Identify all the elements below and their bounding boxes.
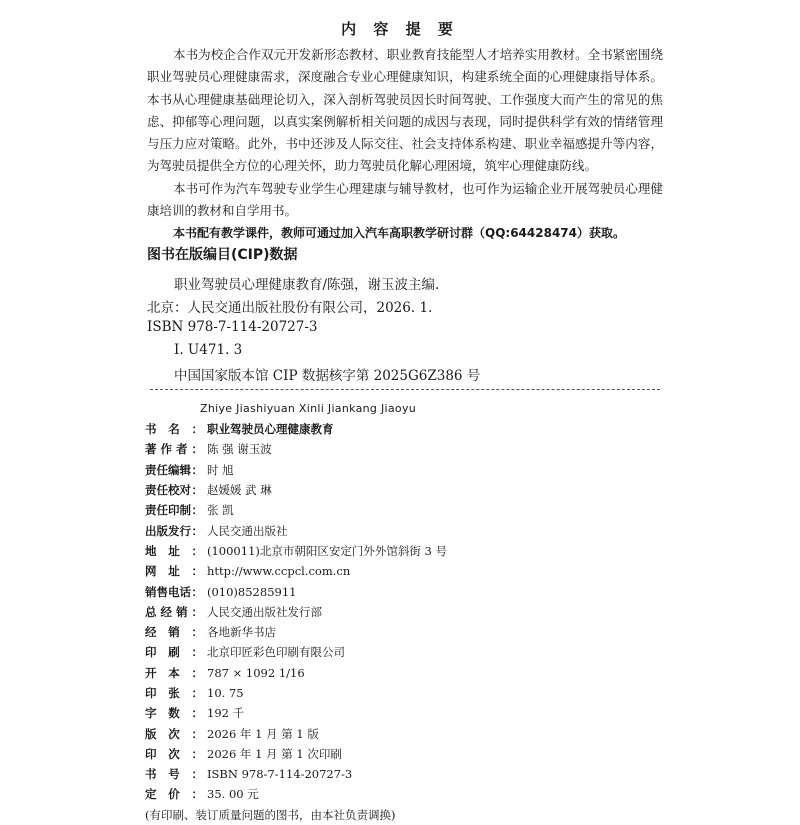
- imprint-label-char: 数: [168, 706, 180, 721]
- imprint-label-char: 址: [168, 564, 180, 579]
- imprint-label: [145, 421, 203, 437]
- imprint-table: [145, 419, 665, 825]
- imprint-label-char: 经: [160, 604, 172, 619]
- summary-paragraph: 本书为校企合作双元开发新形态教材、职业教育技能型人才培养实用教材。全书紧密围绕职业驾驶员心理健康需求，深度融合专业心理健康知识，构建系统全面的心理健康指导体系。本书从心理健康基础理论切入，深入剖析驾驶员因长时间驾驶、工作强度大而产生的常见的焦虑、抑郁等心理问题，以真实案例解析相关问题的成因与表现，同时提供科学有效的情绪管理与压力应对策略。此外，书中还涉及人际交往、社会支持体系构建、职业幸福感提升等内容，为驾驶员提供全方位的心理关怀，助力驾驶员化解心理困境，筑牢心理健康防线。: [147, 47, 663, 174]
- imprint-label: [145, 685, 203, 701]
- imprint-label-char: 本: [168, 665, 180, 680]
- imprint-row: [145, 480, 665, 500]
- imprint-value: 各地新华书店: [207, 625, 276, 640]
- colon: ：: [191, 523, 203, 538]
- imprint-value: http://www.ccpcl.com.cn: [207, 564, 351, 579]
- imprint-label: [145, 604, 203, 620]
- imprint-row: [145, 622, 665, 642]
- colon: ：: [191, 665, 203, 680]
- colon: ：: [191, 442, 203, 457]
- imprint-label-char: 作: [160, 442, 172, 457]
- imprint-label: [145, 624, 203, 640]
- imprint-label: [145, 665, 203, 681]
- summary-section: [147, 44, 663, 245]
- imprint-row: [145, 784, 665, 804]
- imprint-label: [145, 523, 203, 539]
- imprint-value: (010)85285911: [207, 584, 297, 599]
- imprint-value: 时 旭: [207, 462, 234, 477]
- cip-line: 北京：人民交通出版社股份有限公司，2026. 1.: [147, 300, 433, 316]
- footer-note: (有印刷、装订质量问题的图书，由本社负责调换): [145, 807, 396, 822]
- colon: ：: [191, 726, 203, 741]
- colon: ：: [191, 422, 203, 437]
- imprint-value: 人民交通出版社发行部: [207, 604, 322, 619]
- colon: ：: [191, 564, 203, 579]
- imprint-row: [145, 460, 665, 480]
- imprint-row: [145, 642, 665, 662]
- imprint-label: [145, 482, 203, 498]
- imprint-row: [145, 541, 665, 561]
- imprint-value: 2026 年 1 月 第 1 版: [207, 726, 319, 741]
- imprint-value: 张 凯: [207, 503, 234, 518]
- imprint-label-char: 书: [145, 422, 157, 437]
- summary-paragraph: 本书可作为汽车驾驶专业学生心理建康与辅导教材，也可作为运输企业开展驾驶员心理健康培训的教材和自学用书。: [147, 180, 663, 219]
- cip-header: 图书在版编目(CIP)数据: [147, 247, 298, 263]
- colon: ：: [191, 645, 203, 660]
- divider: [150, 389, 660, 390]
- imprint-label-char: 著: [145, 442, 157, 457]
- imprint-label: [145, 441, 203, 457]
- imprint-row: [145, 683, 665, 703]
- imprint-label-char: 字: [145, 706, 157, 721]
- imprint-label: [145, 563, 203, 579]
- colon: ：: [191, 706, 203, 721]
- imprint-row: [145, 419, 665, 439]
- imprint-value: 赵媛媛 武 琳: [207, 483, 272, 498]
- imprint-row: [145, 520, 665, 540]
- imprint-label-char: 地: [145, 543, 157, 558]
- colon: ：: [191, 543, 203, 558]
- courseware-note: 本书配有教学课件，教师可通过加入汽车高职教学研讨群（QQ:64428474）获取。: [173, 226, 626, 241]
- imprint-label-char: 书: [145, 767, 157, 782]
- cip-line: 中国国家版本馆 CIP 数据核字第 2025G6Z386 号: [174, 368, 481, 384]
- imprint-label-char: 销: [176, 604, 188, 619]
- imprint-label-char: 网: [145, 564, 157, 579]
- imprint-label-char: 经: [145, 625, 157, 640]
- imprint-label-char: 定: [145, 787, 157, 802]
- imprint-value: (100011)北京市朝阳区安定门外外馆斜街 3 号: [207, 543, 447, 558]
- imprint-label-char: 销: [168, 625, 180, 640]
- imprint-row: [145, 723, 665, 743]
- imprint-label: [145, 502, 203, 518]
- imprint-label: [145, 786, 203, 802]
- imprint-label-char: 开: [145, 665, 157, 680]
- imprint-row: [145, 439, 665, 459]
- imprint-label-char: 次: [168, 726, 180, 741]
- imprint-row: [145, 764, 665, 784]
- imprint-label: [145, 462, 203, 478]
- colon: ：: [191, 787, 203, 802]
- imprint-label-char: 销售电话: [145, 584, 191, 599]
- colon: ：: [191, 503, 203, 518]
- imprint-label-char: 责任校对: [145, 483, 191, 498]
- imprint-row: [145, 500, 665, 520]
- colon: ：: [191, 625, 203, 640]
- imprint-label-char: 印: [145, 746, 157, 761]
- cip-line: 职业驾驶员心理健康教育/陈强，谢玉波主编.: [174, 277, 440, 293]
- cip-line: Ⅰ. U471. 3: [174, 342, 243, 358]
- colon: ：: [191, 462, 203, 477]
- imprint-row: [145, 703, 665, 723]
- colon: ：: [191, 686, 203, 700]
- imprint-label-char: 刷: [168, 645, 180, 660]
- colon: ：: [191, 604, 203, 619]
- imprint-label-char: 版: [145, 726, 157, 741]
- imprint-label: [145, 726, 203, 742]
- imprint-label: [145, 705, 203, 721]
- imprint-value: 人民交通出版社: [207, 523, 288, 538]
- imprint-label-char: 张: [168, 686, 180, 700]
- imprint-row: [145, 581, 665, 601]
- colon: ：: [191, 483, 203, 498]
- imprint-value: 787 × 1092 1/16: [207, 665, 305, 680]
- imprint-value: 北京印匠彩色印刷有限公司: [207, 645, 345, 660]
- imprint-label: [145, 543, 203, 559]
- imprint-value: 35. 00 元: [207, 787, 259, 802]
- imprint-row: [145, 663, 665, 683]
- imprint-value: 职业驾驶员心理健康教育: [207, 422, 334, 437]
- imprint-label-char: 总: [145, 604, 157, 619]
- imprint-label-char: 号: [168, 767, 180, 782]
- imprint-label-char: 印: [145, 686, 157, 700]
- imprint-row: [145, 744, 665, 764]
- imprint-label: [145, 644, 203, 660]
- summary-heading: 内 容 提 要: [341, 20, 459, 38]
- imprint-label-char: 出版发行: [145, 523, 191, 538]
- imprint-label-char: 次: [168, 746, 180, 761]
- imprint-label-char: 责任编辑: [145, 462, 191, 477]
- cip-line: ISBN 978-7-114-20727-3: [147, 319, 318, 335]
- imprint-value: 10. 75: [207, 686, 244, 700]
- imprint-value: ISBN 978-7-114-20727-3: [207, 767, 353, 782]
- imprint-row: [145, 561, 665, 581]
- imprint-value: 192 千: [207, 706, 245, 721]
- pinyin-title: Zhiye Jiashiyuan Xinli Jiankang Jiaoyu: [200, 402, 417, 415]
- imprint-label-char: 印: [145, 645, 157, 660]
- imprint-label: [145, 584, 203, 600]
- imprint-label: [145, 766, 203, 782]
- imprint-label-char: 价: [168, 787, 180, 802]
- imprint-row: [145, 602, 665, 622]
- imprint-label-char: 责任印制: [145, 503, 191, 518]
- imprint-label-char: 名: [168, 422, 180, 437]
- imprint-label-char: 者: [176, 442, 188, 457]
- imprint-value: 2026 年 1 月 第 1 次印刷: [207, 746, 342, 761]
- imprint-value: 陈 强 谢玉波: [207, 442, 272, 457]
- colon: ：: [191, 767, 203, 782]
- colon: ：: [191, 584, 203, 599]
- colon: ：: [191, 746, 203, 761]
- imprint-label: [145, 746, 203, 762]
- imprint-label-char: 址: [168, 543, 180, 558]
